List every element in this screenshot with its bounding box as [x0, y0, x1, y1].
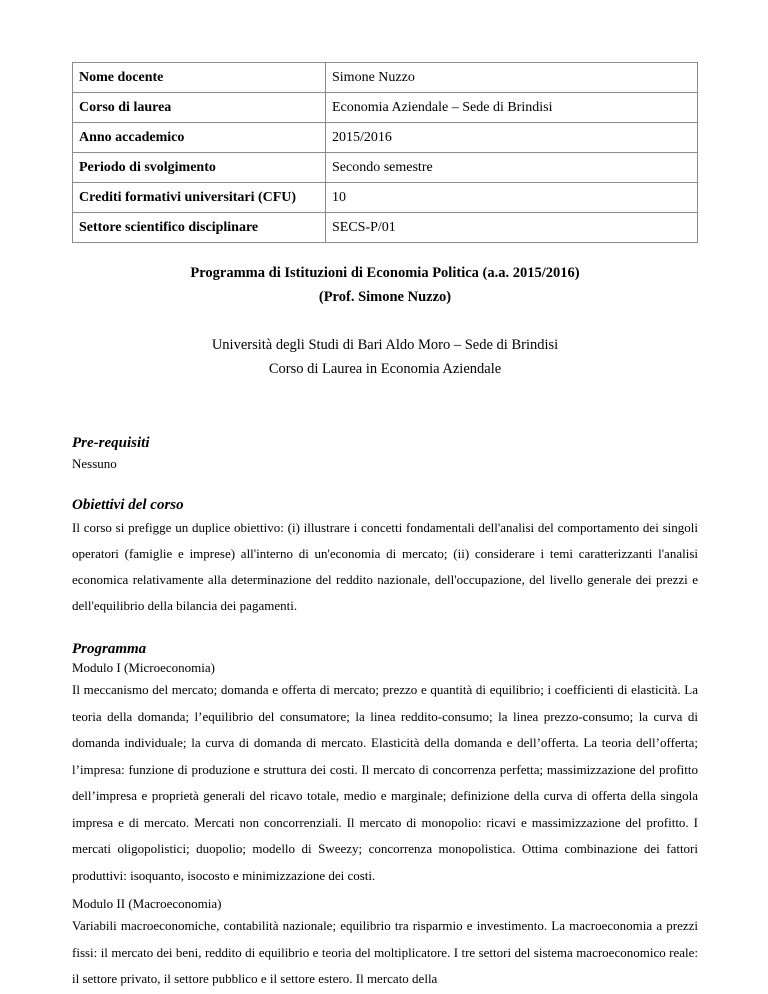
module-2-title: Modulo II (Macroeconomia) — [72, 896, 222, 911]
table-row — [73, 183, 698, 213]
objectives-heading: Obiettivi del corso — [72, 497, 184, 513]
table-value-cell: Simone Nuzzo — [326, 63, 698, 93]
program-title — [72, 261, 698, 309]
program-heading: Programma — [72, 641, 147, 657]
university-block — [72, 333, 698, 381]
degree-course-name: Corso di Laurea in Economia Aziendale — [268, 361, 502, 377]
objectives-text: Il corso si prefigge un duplice obiettivo: (i) illustrare i concetti fondamentali dell'analisi del comportamento dei singoli operatori (famiglie e imprese) all'interno di un'economia di mercato; (ii) considerare i temi caratterizzanti l'analisi economica relativamente alla determinazione del reddito nazionale, dell'occupazione, del livello generale dei prezzi e dell'equilibrio della bilancia dei pagamenti. — [72, 520, 698, 613]
document-page — [72, 62, 698, 993]
table-row — [73, 93, 698, 123]
module-2-text: Variabili macroeconomiche, contabilità nazionale; equilibrio tra risparmio e investimento. La macroeconomia a prezzi fissi: il mercato dei beni, reddito di equilibrio e teoria del moltiplicatore. I tre settori del sistema macroeconomico reale: il settore privato, il settore pubblico e il settore estero. Il mercato della — [72, 918, 698, 986]
table-label-cell: Crediti formativi universitari (CFU) — [73, 183, 326, 213]
table-value-cell: 10 — [326, 183, 698, 213]
table-row — [73, 213, 698, 243]
table-label-cell: Corso di laurea — [73, 93, 326, 123]
program-professor-line: (Prof. Simone Nuzzo) — [318, 289, 452, 305]
table-label-cell: Nome docente — [73, 63, 326, 93]
prerequisites-section — [72, 433, 698, 475]
table-label-cell: Anno accademico — [73, 123, 326, 153]
table-value-cell: Economia Aziendale – Sede di Brindisi — [326, 93, 698, 123]
objectives-section — [72, 495, 698, 619]
table-label-cell: Settore scientifico disciplinare — [73, 213, 326, 243]
course-info-table — [72, 62, 698, 243]
table-row — [73, 63, 698, 93]
table-row — [73, 153, 698, 183]
table-value-cell: SECS-P/01 — [326, 213, 698, 243]
program-section — [72, 639, 698, 993]
module-1-title: Modulo I (Microeconomia) — [72, 660, 215, 675]
program-title-line: Programma di Istituzioni di Economia Politica (a.a. 2015/2016) — [190, 265, 580, 281]
module-1-text: Il meccanismo del mercato; domanda e offerta di mercato; prezzo e quantità di equilibrio; i coefficienti di elasticità. La teoria della domanda; l’equilibrio del consumatore; la linea reddito-consumo; la linea prezzo-consumo; la curva di domanda individuale; la curva di domanda di mercato. Elasticità della domanda e dell’offerta. La teoria dell’offerta; l’impresa: funzione di produzione e struttura dei costi. Il mercato di concorrenza perfetta; massimizzazione del profitto dell’impresa e proprietà generali del ricavo totale, medio e marginale; definizione della curva di offerta della singola impresa e di mercato. Mercati non concorrenziali. Il mercato di monopolio: ricavi e massimizzazione del profitto. I mercati oligopolistici; duopolio; modello di Sweezy; concorrenza monopolistica. Ottima combinazione dei fattori produttivi: isoquanto, isocosto e minimizzazione dei costi. — [72, 682, 698, 883]
table-row — [73, 123, 698, 153]
prerequisites-heading: Pre-requisiti — [72, 435, 150, 451]
table-label-cell: Periodo di svolgimento — [73, 153, 326, 183]
university-name: Università degli Studi di Bari Aldo Moro – Sede di Brindisi — [211, 337, 559, 353]
prerequisites-text: Nessuno — [72, 456, 117, 471]
table-value-cell: 2015/2016 — [326, 123, 698, 153]
table-value-cell: Secondo semestre — [326, 153, 698, 183]
